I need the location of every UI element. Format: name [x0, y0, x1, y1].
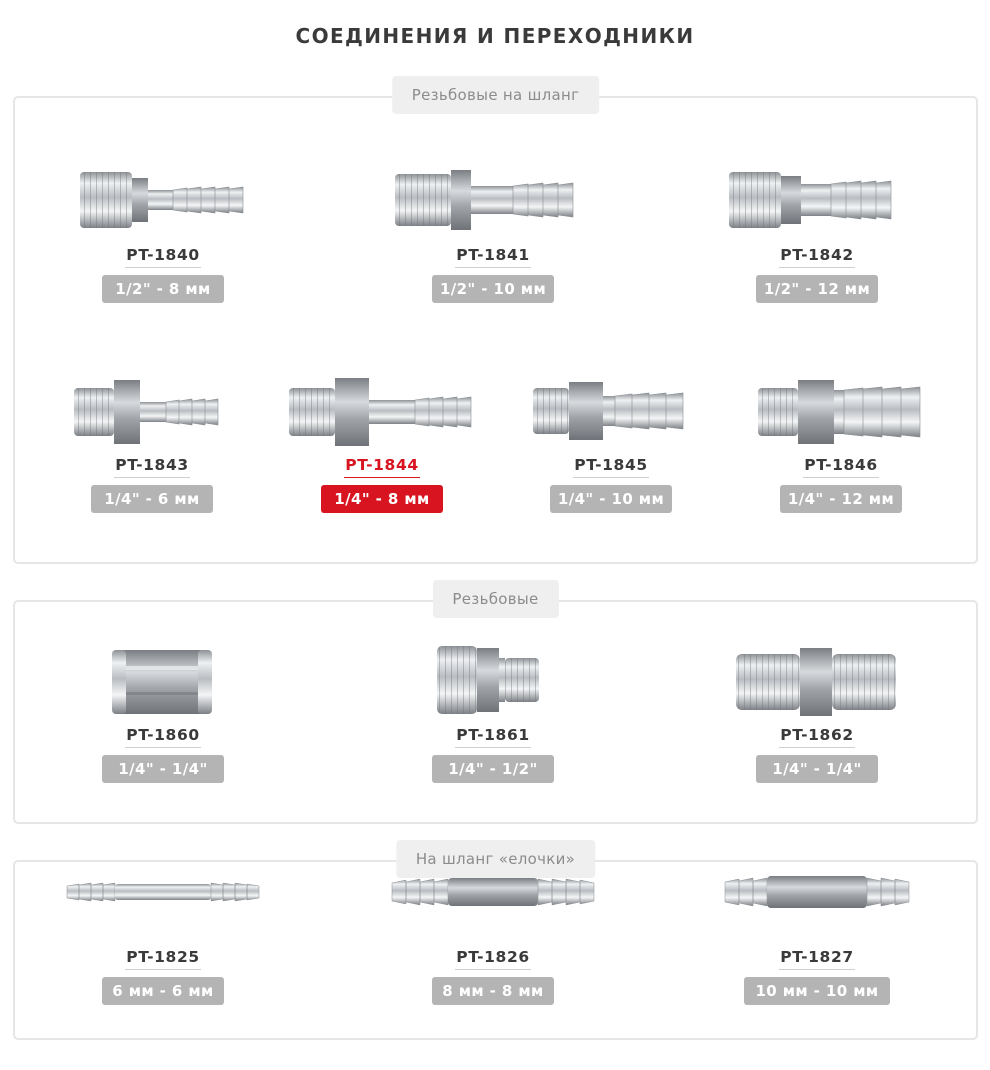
hose-barb-fitting-icon: [697, 140, 937, 240]
hose-barb-fitting-icon: [721, 350, 961, 450]
hose-barb-fitting-icon: [262, 350, 502, 450]
product-code[interactable]: PT-1861: [455, 726, 531, 748]
product-code[interactable]: PT-1843: [114, 456, 190, 478]
section-hose-splicers: [13, 850, 978, 1040]
product-card[interactable]: [262, 350, 502, 513]
hose-splicer-icon: [373, 842, 613, 942]
section-threaded-hose: [13, 86, 978, 564]
product-card[interactable]: [721, 350, 961, 513]
hose-barb-fitting-icon: [491, 350, 731, 450]
size-badge[interactable]: 1/4" - 10 мм: [550, 485, 672, 513]
size-badge[interactable]: 6 мм - 6 мм: [102, 977, 224, 1005]
product-code[interactable]: PT-1826: [455, 948, 531, 970]
product-code[interactable]: PT-1860: [125, 726, 201, 748]
section-label[interactable]: Резьбовые на шланг: [392, 76, 600, 114]
size-badge[interactable]: 1/4" - 12 мм: [780, 485, 902, 513]
product-card[interactable]: [373, 620, 613, 783]
product-code[interactable]: PT-1827: [779, 948, 855, 970]
page-title: СОЕДИНЕНИЯ И ПЕРЕХОДНИКИ: [295, 24, 695, 48]
reducer-nipple-icon: [373, 620, 613, 720]
size-badge[interactable]: 1/2" - 12 мм: [756, 275, 878, 303]
size-badge[interactable]: 10 мм - 10 мм: [744, 977, 890, 1005]
product-code[interactable]: PT-1862: [779, 726, 855, 748]
size-badge[interactable]: 1/4" - 1/4": [756, 755, 878, 783]
size-badge[interactable]: 1/2" - 8 мм: [102, 275, 224, 303]
product-code[interactable]: PT-1845: [573, 456, 649, 478]
product-code[interactable]: PT-1841: [455, 246, 531, 268]
product-card[interactable]: [491, 350, 731, 513]
size-badge[interactable]: 1/4" - 6 мм: [91, 485, 213, 513]
section-label[interactable]: На шланг «елочки»: [396, 840, 595, 878]
size-badge[interactable]: 1/4" - 8 мм: [321, 485, 443, 513]
hose-barb-fitting-icon: [43, 140, 283, 240]
size-badge[interactable]: 1/4" - 1/2": [432, 755, 554, 783]
size-badge[interactable]: 8 мм - 8 мм: [432, 977, 554, 1005]
product-code[interactable]: PT-1842: [779, 246, 855, 268]
product-card[interactable]: [43, 620, 283, 783]
product-card[interactable]: [43, 140, 283, 303]
size-badge[interactable]: 1/2" - 10 мм: [432, 275, 554, 303]
product-card[interactable]: [373, 842, 613, 1005]
size-badge[interactable]: 1/4" - 1/4": [102, 755, 224, 783]
hose-barb-fitting-icon: [32, 350, 272, 450]
hose-barb-fitting-icon: [373, 140, 613, 240]
product-card[interactable]: [373, 140, 613, 303]
hose-splicer-icon: [43, 842, 283, 942]
product-card[interactable]: [697, 140, 937, 303]
product-code[interactable]: PT-1846: [803, 456, 879, 478]
section-label[interactable]: Резьбовые: [432, 580, 558, 618]
section-threaded: [13, 590, 978, 824]
hose-splicer-icon: [697, 842, 937, 942]
product-code[interactable]: PT-1825: [125, 948, 201, 970]
product-card[interactable]: [43, 842, 283, 1005]
double-nipple-icon: [697, 620, 937, 720]
female-coupling-icon: [43, 620, 283, 720]
product-code[interactable]: PT-1840: [125, 246, 201, 268]
product-card[interactable]: [32, 350, 272, 513]
product-code[interactable]: PT-1844: [344, 456, 420, 478]
product-card[interactable]: [697, 842, 937, 1005]
product-card[interactable]: [697, 620, 937, 783]
